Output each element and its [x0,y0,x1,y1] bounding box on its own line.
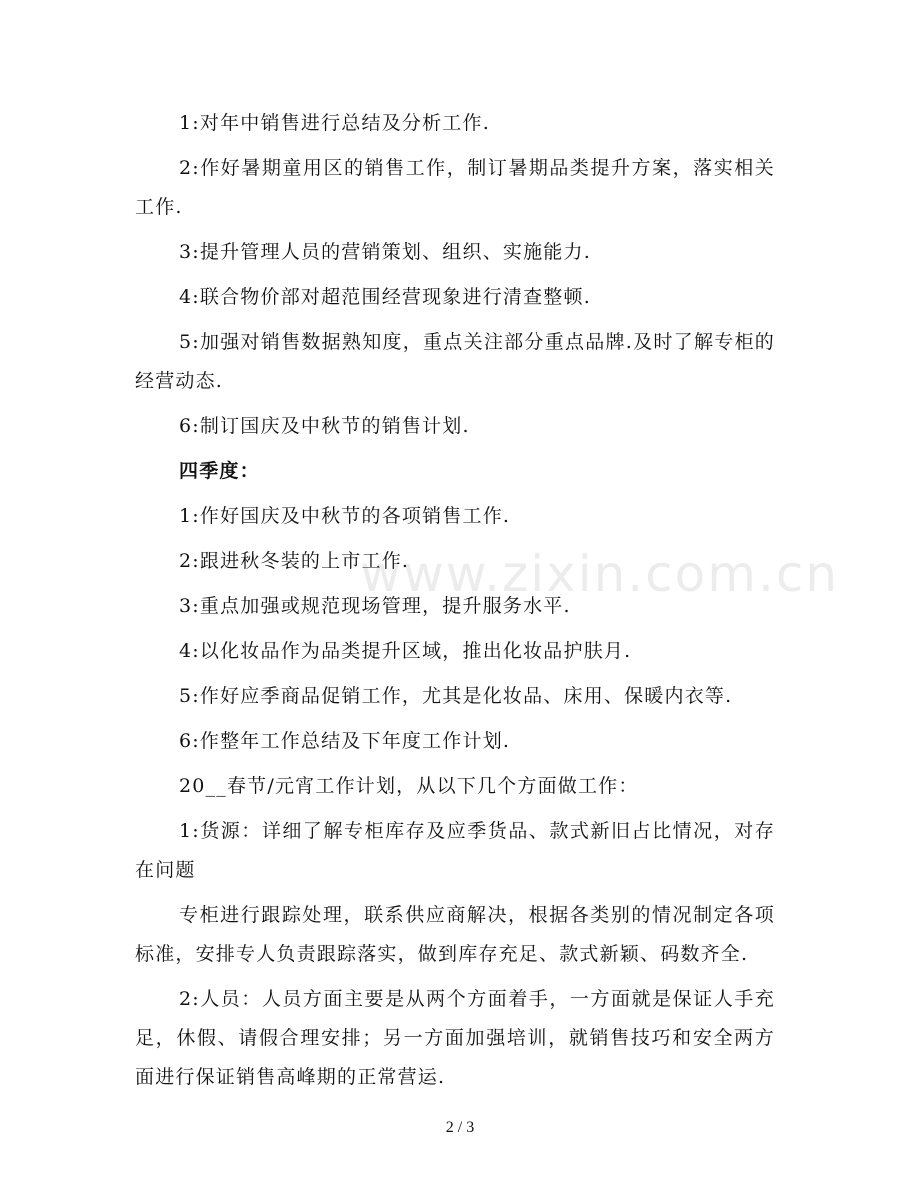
paragraph-q4-item-1: 1:作好国庆及中秋节的各项销售工作. [179,505,511,527]
paragraph-q3-item-6: 6:制订国庆及中秋节的销售计划. [179,415,470,437]
paragraph-supply-item: 1:货源：详细了解专柜库存及应季货品、款式新旧占比情况，对存在问题 [135,820,775,881]
paragraph-q4-item-6: 6:作整年工作总结及下年度工作计划. [179,730,511,752]
document-body [135,104,775,1103]
paragraph-q4-item-2: 2:跟进秋冬装的上市工作. [179,550,410,572]
paragraph-q3-item-5: 5:加强对销售数据熟知度，重点关注部分重点品牌.及时了解专柜的经营动态. [135,331,775,392]
paragraph-q3-item-4: 4:联合物价部对超范围经营现象进行清查整顿. [179,286,591,308]
paragraph-q3-item-3: 3:提升管理人员的营销策划、组织、实施能力. [179,241,591,263]
paragraph-staff-item: 2:人员：人员方面主要是从两个方面着手，一方面就是保证人手充足，休假、请假合理安排；另一方面加强培训，就销售技巧和安全两方面进行保证销售高峰期的正常营运. [135,988,775,1088]
watermark: www.zixin.com.cn [360,545,840,603]
paragraph-q4-item-5: 5:作好应季商品促销工作，尤其是化妆品、床用、保暖内衣等. [179,685,733,707]
paragraph-q4-item-4: 4:以化妆品作为品类提升区域，推出化妆品护肤月. [179,640,632,662]
paragraph-q3-item-2: 2:作好暑期童用区的销售工作，制订暑期品类提升方案，落实相关工作. [135,157,775,218]
paragraph-supply-continued: 专柜进行跟踪处理，联系供应商解决，根据各类别的情况制定各项标准，安排专人负责跟踪落实，做到库存充足、款式新颖、码数齐全. [135,904,775,965]
paragraph-q4-item-3: 3:重点加强或规范现场管理，提升服务水平. [179,595,571,617]
paragraph-spring-festival-intro: 20__春节/元宵工作计划，从以下几个方面做工作： [179,775,639,797]
page-number: 2 / 3 [445,1119,475,1136]
section-heading-q4: 四季度： [179,460,260,482]
paragraph-q3-item-1: 1:对年中销售进行总结及分析工作. [179,112,490,134]
